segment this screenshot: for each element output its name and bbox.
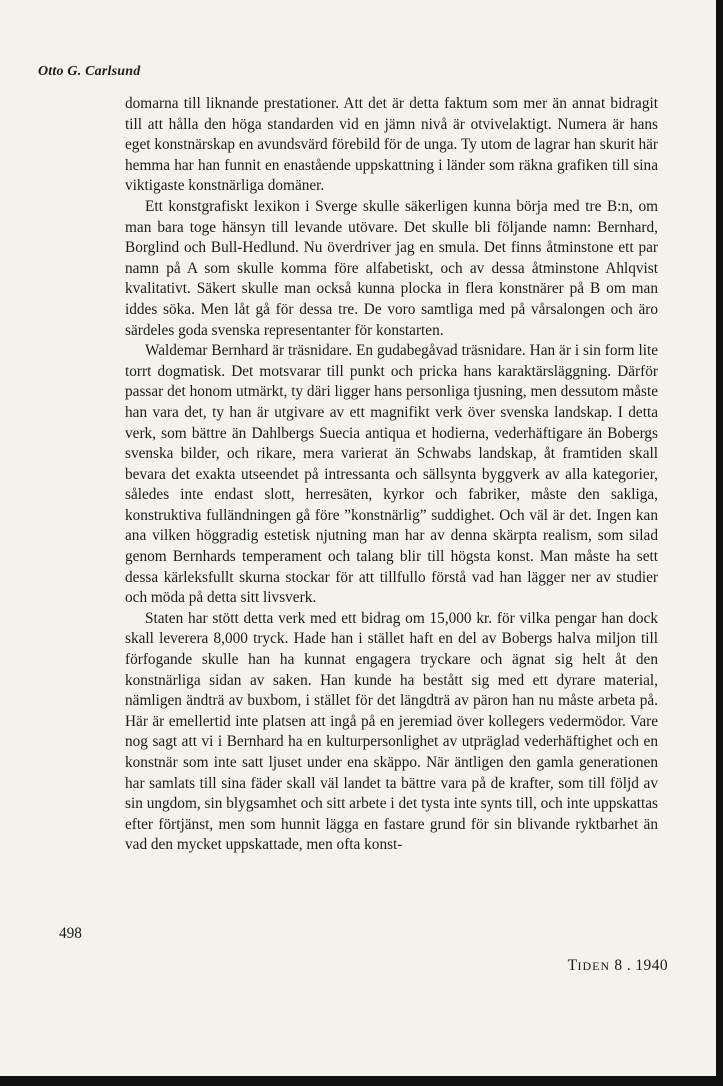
paragraph-2: Ett konstgrafiskt lexikon i Sverge skulle säkerligen kunna börja med tre B:n, om man bara toge hänsyn till levande utövare. Det skulle bli följande namn: Bernhard, Borglind och Bull-Hedlund. Nu överdriver jag en smula. Det finns åtminstone ett par namn på A som skulle komma före alfabetiskt, och av dessa åtminstone Ahlqvist kvalitativt. Säkert skulle man också kunna plocka in flera konstnärer på B om man iddes söka. Men låt gå för dessa tre. De voro samtliga med på vårsalongen och äro särdeles goda svenska representanter för konstarten. — [125, 197, 658, 339]
paragraph-4: Staten har stött detta verk med ett bidrag om 15,000 kr. för vilka pengar han dock skall leverera 8,000 tryck. Hade han i stället haft en del av Bobergs halva miljon till förfogande skulle han ha kunnat engagera tryckare och ägnat sig helt åt den konstnärliga sidan av saken. Han kunde ha bestått sig med ett dyrare material, nämligen ändträ av buxbom, i stället för det längdträ av päron han nu måste arbeta på. Här är emellertid inte platsen att ingå på en jeremiad över kollegers vedermödor. Vare nog sagt att vi i Bernhard ha en kulturpersonlighet av utpräglad vederhäftighet och en konstnär som inte satt ljuset under ena skäppo. När äntligen den gamla generationen har samlats till sina fäder skall väl landet ta bättre vara på de krafter, som till följd av sin ungdom, sin blygsamhet och sitt arbete i det tysta inte synts till, och inte uppskattas efter förtjänst, men som hunnit lägga en fastare grund för sin blivande ryktbarhet än vad den mycket uppskattade, men ofta konst- — [125, 609, 658, 854]
paragraph-1: domarna till liknande prestationer. Att det är detta faktum som mer än annat bidragit till att hålla den höga standarden vid en jämn nivå är otvivelaktigt. Numera är hans eget konstnärskap en avundsvärd förebild för de unga. Ty utom de lagrar han skurit här hemma har han funnit en enastående uppskattning i länder som räkna grafiken till sina viktigaste konstnärliga domäner. — [125, 95, 658, 195]
journal-issue: 8 . 1940 — [614, 957, 668, 974]
journal-name-rest: IDEN — [577, 959, 611, 973]
journal-initial: T — [567, 957, 578, 974]
page-number: 498 — [59, 925, 82, 942]
scan-border-bottom — [0, 1076, 723, 1086]
journal-footer — [568, 957, 668, 975]
paragraph-3: Waldemar Bernhard är träsnidare. En gudabegåvad träsnidare. Han är i sin form lite torrt dogmatisk. Det motsvarar till punkt och pricka hans karaktärsläggning. Därför passar det honom utmärkt, ty däri ligger hans personliga tjusning, men dessutom måste han vara det, ty han är utgivare av ett magnifikt verk över svenska landskap. I detta verk, som bättre än Dahlbergs Suecia antiqua et hodierna, vederhäftigare än Bobergs svenska bilder, och rikare, mera varierat än Schwabs landskap, åt framtiden skall bevara det exakta utseendet på intressanta och sällsynta byggverk av alla kategorier, således inte endast slott, herresäten, kyrkor och fabriker, måste den sakliga, konstruktiva fulländningen gå före ”konstnärlig” suddighet. Och väl är det. Ingen kan ana vilken höggradig estetisk njutning man har av denna skärpta realism, som silad genom Bernhards temperament och talang blir till högsta konst. Man måste ha sett dessa kärleksfullt skurna stockar för att tillfullo förstå vad han lägger ner av studier och möda på detta sitt livsverk. — [125, 342, 658, 607]
scan-border-right — [716, 0, 723, 1086]
running-head: Otto G. Carlsund — [38, 64, 141, 79]
article-body — [125, 94, 658, 856]
